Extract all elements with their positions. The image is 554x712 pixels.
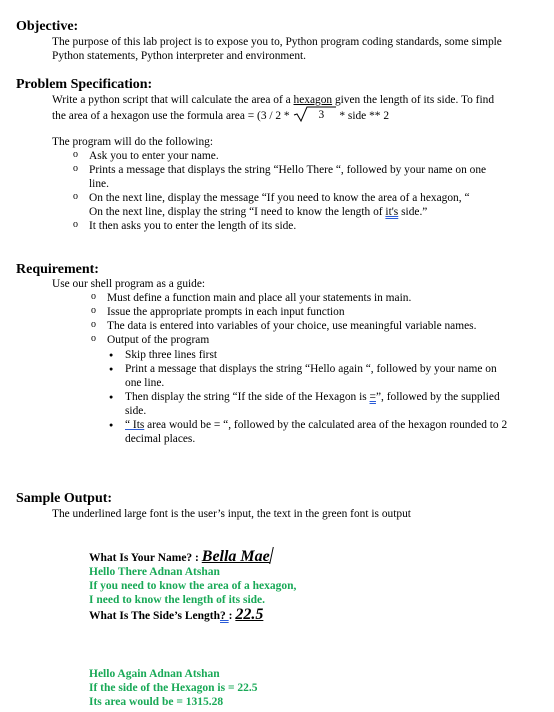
objective-line-2: Python statements, Python interpreter and environment. — [52, 50, 307, 62]
problem-line-2a: the area of a hexagon use the formula area = (3 / 2 * — [52, 110, 290, 122]
problem-list — [73, 149, 533, 233]
sample-side-prompt: What Is The Side’s Length? : 22.5 — [89, 605, 264, 623]
proofing-mark: ? — [220, 609, 229, 622]
problem-hexagon-word: hexagon — [293, 94, 333, 106]
list-item: o Output of the program — [91, 333, 531, 347]
side-input-value: 22.5 — [235, 605, 264, 623]
requirement-heading: Requirement: — [16, 262, 99, 277]
list-item: o Issue the appropriate prompts in each input function — [91, 305, 531, 319]
requirement-list — [91, 291, 531, 347]
requirement-intro: Use our shell program as a guide: — [52, 278, 206, 290]
proofing-mark: it's — [385, 206, 399, 218]
proofing-mark: “ Its — [125, 419, 145, 431]
list-item: o Ask you to enter your name. — [73, 149, 533, 163]
list-item: ● Skip three lines first — [109, 348, 535, 362]
prompt-text: What Is Your Name? : — [89, 551, 202, 564]
problem-line-1 — [52, 93, 494, 107]
prompt-text: What Is The Side’s Length — [89, 609, 221, 622]
problem-intro: The program will do the following: — [52, 136, 214, 148]
sample-heading: Sample Output: — [16, 491, 113, 506]
list-item: ● “ Its area would be = “, followed by the calculated area of the hexagon rounded to 2 decimal places. — [109, 418, 535, 446]
name-input-value: Bella Mae — [201, 547, 270, 565]
list-item: o Must define a function main and place all your statements in main. — [91, 291, 531, 305]
list-item: o Prints a message that displays the string “Hello There “, followed by your name on one line. — [73, 163, 533, 191]
problem-line-1a: Write a python script that will calculate the area of a — [52, 94, 294, 106]
list-item: ● Print a message that displays the string “Hello again “, followed by your name on one line. — [109, 362, 535, 390]
problem-heading: Problem Specification: — [16, 77, 153, 92]
output-length-line: I need to know the length of its side. — [89, 593, 266, 606]
problem-line-2b: * side ** 2 — [339, 110, 390, 122]
objective-heading: Objective: — [16, 19, 79, 34]
list-item: o It then asks you to enter the length of its side. — [73, 219, 533, 233]
output-sublist — [109, 348, 535, 446]
output-area-result: Its area would be = 1315.28 — [89, 695, 224, 708]
list-item: o On the next line, display the message “If you need to know the area of a hexagon, “ On the next line, display the string “I need to know the length of it's side.” — [73, 191, 533, 219]
sample-intro: The underlined large font is the user’s input, the text in the green font is output — [52, 508, 411, 520]
output-hello-again: Hello Again Adnan Atshan — [89, 667, 220, 680]
list-item: ● Then display the string “If the side of the Hexagon is =”, followed by the supplied side. — [109, 390, 535, 418]
problem-line-2 — [52, 107, 389, 123]
sample-name-prompt — [89, 547, 272, 565]
objective-line-1: The purpose of this lab project is to expose you to, Python program coding standards, some simple — [52, 36, 502, 48]
sqrt-value: 3 — [318, 109, 325, 121]
output-hello-there: Hello There Adnan Atshan — [89, 565, 220, 578]
sqrt-symbol — [292, 107, 336, 121]
output-side-line: If the side of the Hexagon is = 22.5 — [89, 681, 258, 694]
list-item: o The data is entered into variables of your choice, use meaningful variable names. — [91, 319, 531, 333]
output-area-line: If you need to know the area of a hexagon, — [89, 579, 297, 592]
proofing-mark: = — [369, 391, 376, 403]
problem-line-1c: given the length of its side. To find — [332, 94, 495, 106]
radical-sign-icon — [292, 105, 336, 123]
